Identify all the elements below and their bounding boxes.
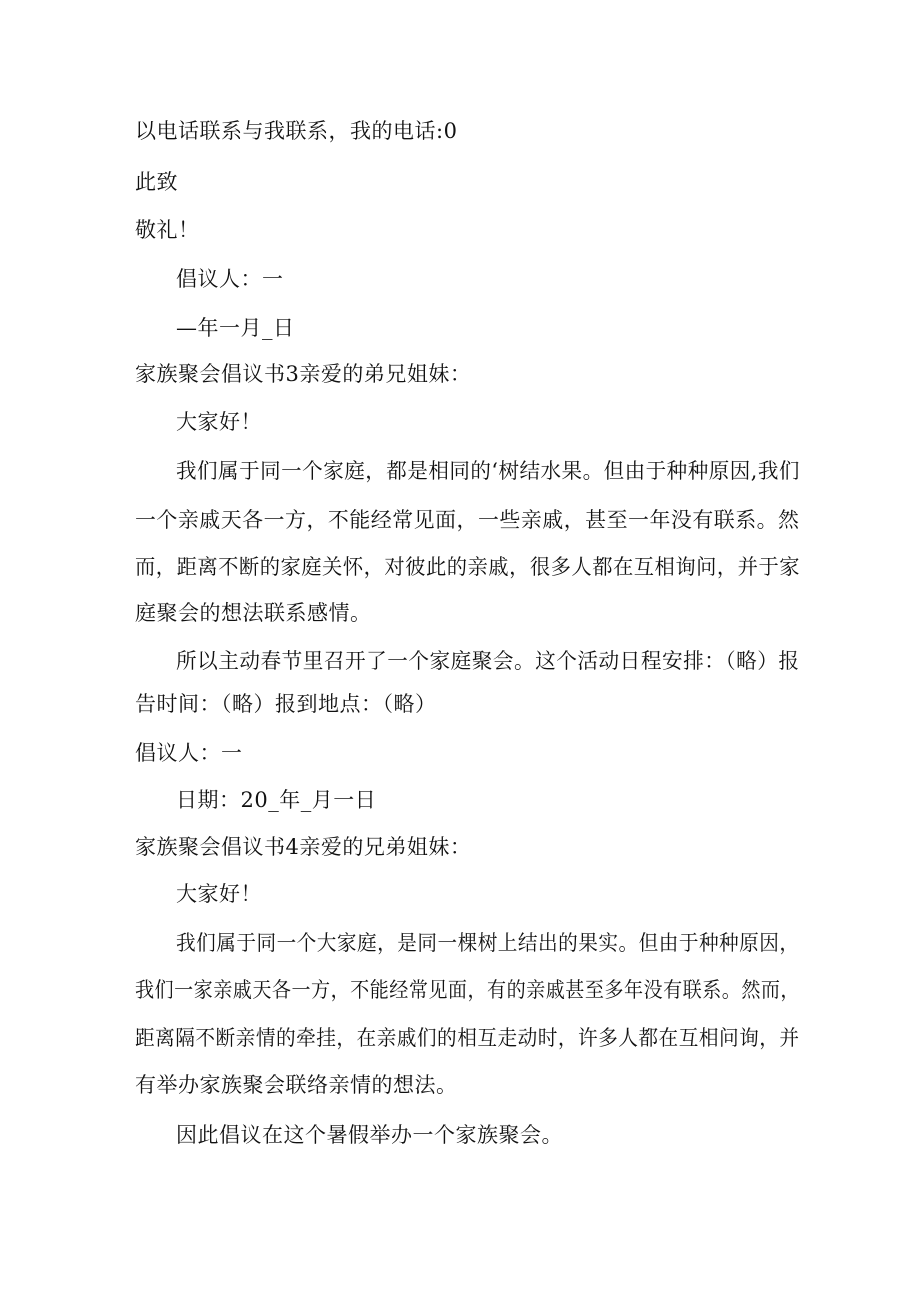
date-3: 日期：20_年_月一日 [176,788,377,812]
section-heading-3: 家族聚会倡议书3亲爱的弟兄姐妹： [135,362,472,386]
paragraph-4-line-2: 我们一家亲戚天各一方，不能经常见面，有的亲戚甚至多年没有联系。然而， [135,978,800,1002]
paragraph-3-line-1: 我们属于同一个家庭，都是相同的‘树结水果。但由于种种原因,我们 [176,459,800,483]
date-1: —年一月_日 [176,316,295,340]
paragraph-3-line-2: 一个亲戚天各一方，不能经常见面，一些亲戚，甚至一年没有联系。然 [135,508,800,532]
greeting-3: 大家好！ [176,410,262,434]
signatory-3: 倡议人：一 [135,741,243,765]
paragraph-3b-line-1: 所以主动春节里召开了一个家庭聚会。这个活动日程安排：（略）报 [176,649,800,673]
paragraph-3-line-3: 而，距离不断的家庭关怀，对彼此的亲戚，很多人都在互相询问，并于家 [135,555,801,579]
paragraph-3-line-4: 庭聚会的想法联系感情。 [135,601,372,625]
paragraph-4b-line-1: 因此倡议在这个暑假举办一个家族聚会。 [176,1123,563,1147]
contact-line: 以电话联系与我联系，我的电话:0 [135,119,458,143]
paragraph-4-line-3: 距离隔不断亲情的牵挂，在亲戚们的相互走动时，许多人都在互相问询，并 [135,1026,800,1050]
signatory-1: 倡议人：一 [176,267,284,291]
closing-salute: 敬礼！ [135,218,200,242]
paragraph-4-line-1: 我们属于同一个大家庭，是同一棵树上结出的果实。但由于种种原因， [176,931,800,955]
closing-greeting: 此致 [135,170,178,194]
greeting-4: 大家好！ [176,882,262,906]
paragraph-3b-line-2: 告时间：（略）报到地点：（略） [135,692,437,716]
section-heading-4: 家族聚会倡议书4亲爱的兄弟姐妹： [135,835,472,859]
paragraph-4-line-4: 有举办家族聚会联络亲情的想法。 [135,1073,458,1097]
